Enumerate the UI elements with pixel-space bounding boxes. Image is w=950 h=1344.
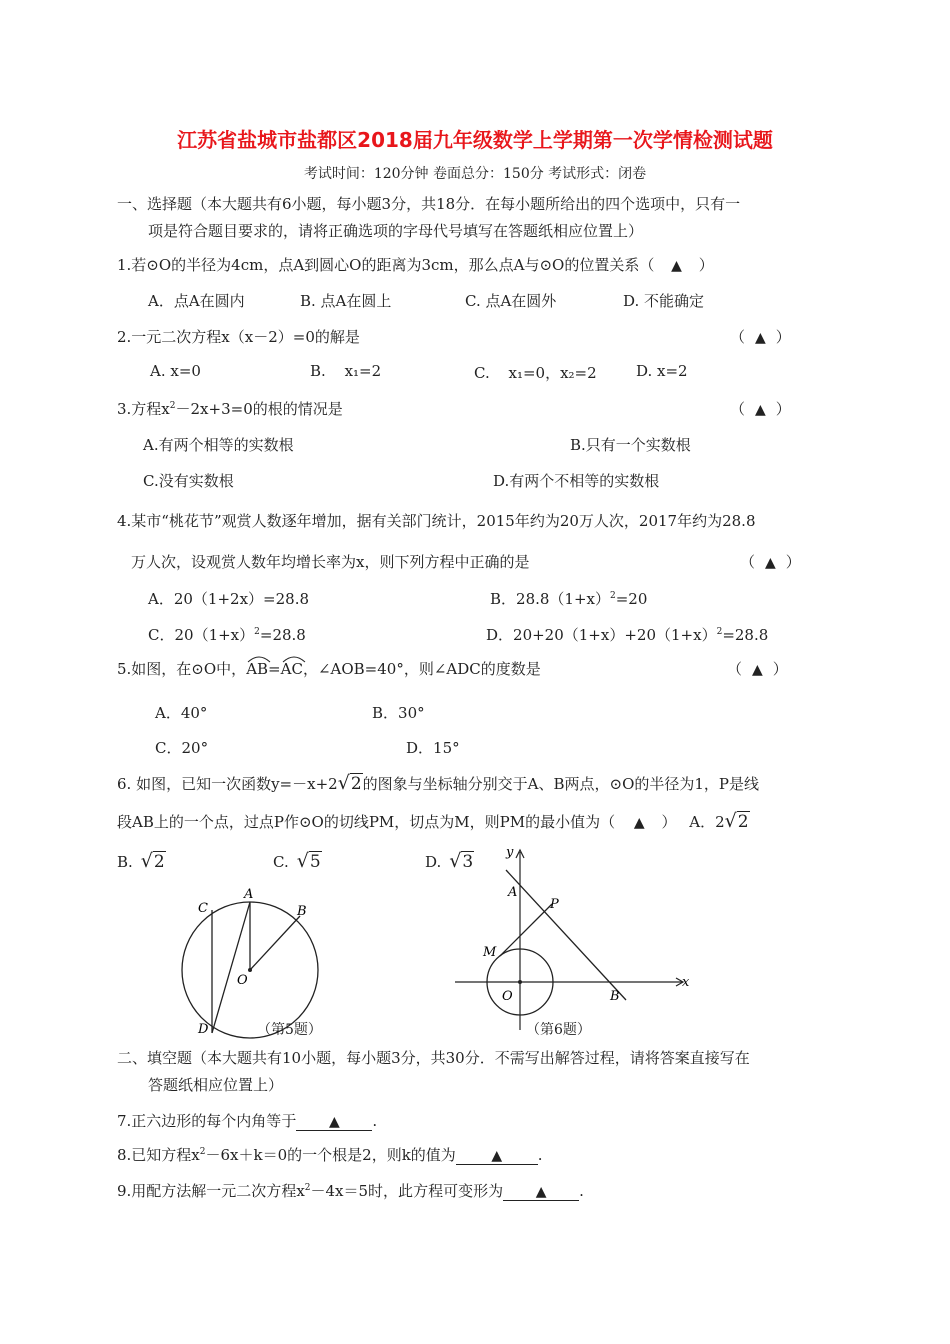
q9-stem-pre: 9.用配方法解一元二次方程x (117, 1182, 305, 1200)
q6-stem-line2 (117, 810, 750, 832)
q3-option-d: D.有两个不相等的实数根 (493, 472, 660, 490)
right-paren: ） (698, 256, 714, 274)
q4-option-b-post: =20 (615, 590, 648, 608)
q1-stem-text: 1.若⊙O的半径为4cm，点A到圆心O的距离为3cm，那么点A与⊙O的位置关系（ (117, 256, 655, 274)
q4-option-c-post: =28.8 (259, 626, 306, 644)
sqrt-symbol-icon: √ (724, 810, 737, 832)
q5-stem-pre: 5.如图，在⊙O中， (117, 660, 247, 678)
section2-heading-line1: 二、填空题（本大题共有10小题，每小题3分，共30分．不需写出解答过程，请将答案直接写在 (117, 1049, 750, 1067)
q4-answer-slot (740, 551, 801, 572)
q2-option-b-letter: B. (310, 362, 326, 380)
exponent: 2 (199, 1147, 206, 1157)
label-p: P (550, 897, 559, 912)
period: . (579, 1182, 584, 1200)
q2-option-a: A. x=0 (150, 362, 201, 380)
label-d: D (198, 1022, 209, 1037)
right-paren: ） (775, 400, 791, 418)
section2-heading-line2: 答题纸相应位置上） (148, 1076, 284, 1094)
q4-option-b-pre: B．28.8（1+x） (490, 590, 610, 608)
q2-option-c-value: x₁=0，x₂=2 (508, 364, 597, 382)
q5-answer-slot (727, 658, 788, 679)
equals-sign: = (268, 660, 281, 678)
q6-line1-post: 的图象与坐标轴分别交于A、B两点，⊙O的半径为1，P是线 (362, 775, 760, 793)
q6-option-d-letter: D. (425, 853, 442, 871)
section1-heading-line2: 项是符合题目要求的，请将正确选项的字母代号填写在答题纸相应位置上） (148, 222, 644, 240)
q3-stem-post: －2x+3=0的根的情况是 (175, 400, 343, 418)
q2-option-b-value: x₁=2 (344, 362, 382, 380)
q4-option-d-post: =28.8 (722, 626, 769, 644)
q6-line1-pre: 6. 如图，已知一次函数y=－x+2 (117, 775, 338, 793)
label-a: A (508, 885, 518, 900)
q2-option-c-letter: C. (474, 364, 490, 382)
q3-stem-pre: 3.方程x (117, 400, 170, 418)
answer-triangle: ▲ (755, 402, 766, 418)
left-paren: （ (740, 553, 756, 571)
answer-triangle: ▲ (765, 555, 776, 571)
segment-ad (212, 902, 250, 1033)
sqrt-2 (338, 772, 363, 794)
answer-triangle: ▲ (633, 815, 645, 831)
page-title: 江苏省盐城市盐都区2018届九年级数学上学期第一次学情检测试题 (177, 128, 773, 152)
radicand: 2 (153, 852, 165, 872)
sqrt-symbol-icon: √ (449, 850, 462, 872)
label-a: A (244, 887, 254, 902)
radicand: 5 (309, 852, 321, 872)
arc-symbol-icon (246, 655, 272, 663)
q3-option-b: B.只有一个实数根 (570, 436, 691, 454)
period: . (537, 1146, 543, 1164)
q2-option-d: D. x=2 (636, 362, 688, 380)
q4-stem-line2: 万人次，设观赏人数年均增长率为x，则下列方程中正确的是 (131, 553, 530, 571)
q3-answer-slot (730, 398, 791, 419)
center-dot (248, 968, 252, 972)
figure-6 (450, 840, 700, 1030)
q2-stem: 2.一元二次方程x（x－2）=0的解是 (117, 328, 360, 346)
arc-ac (281, 660, 303, 678)
q1-option-d: D. 不能确定 (623, 292, 705, 310)
q6-option-b (117, 850, 166, 872)
label-o: O (502, 989, 513, 1004)
q1-stem (117, 254, 714, 275)
answer-triangle: ▲ (755, 330, 766, 346)
q8-stem-post: －6x＋k＝0的一个根是2，则k的值为 (205, 1146, 456, 1164)
q2-option-b (310, 362, 381, 380)
arc-ac-label: AC (280, 660, 303, 678)
exponent: 2 (610, 591, 616, 601)
q4-option-c (148, 624, 306, 645)
q8 (117, 1144, 543, 1165)
answer-triangle: ▲ (328, 1114, 340, 1130)
q2-answer-slot (730, 326, 791, 347)
q3-stem (117, 398, 343, 419)
q6-line2-text: 段AB上的一个点，过点P作⊙O的切线PM，切点为M，则PM的最小值为（ (117, 813, 616, 831)
arc-ab (246, 660, 268, 678)
q1-option-c: C. 点A在圆外 (465, 292, 557, 310)
q6-stem-line1 (117, 772, 759, 794)
q5-stem (117, 658, 541, 679)
sqrt-symbol-icon: √ (296, 850, 309, 872)
q4-stem-line1: 4.某市“桃花节”观赏人数逐年增加，据有关部门统计，2015年约为20万人次，2017年约为28.8 (117, 512, 756, 530)
right-paren: ） (785, 553, 801, 571)
q8-stem-pre: 8.已知方程x (117, 1146, 200, 1164)
answer-triangle: ▲ (752, 662, 763, 678)
q4-option-c-pre: C．20（1+x） (148, 626, 255, 644)
line-ab (506, 870, 626, 1000)
sqrt-2 (141, 850, 166, 872)
sqrt-symbol-icon: √ (140, 850, 153, 872)
right-paren: ） (775, 328, 791, 346)
arc-ab-label: AB (246, 660, 269, 678)
label-b: B (610, 989, 620, 1004)
sqrt-5 (297, 850, 322, 872)
q4-option-d (486, 624, 768, 645)
figure-5 (170, 880, 370, 1040)
answer-triangle: ▲ (491, 1148, 503, 1164)
label-c: C (198, 901, 208, 916)
exponent: 2 (254, 627, 260, 637)
q7-stem: 7.正六边形的每个内角等于 (117, 1112, 297, 1130)
answer-triangle: ▲ (535, 1184, 547, 1200)
label-m: M (483, 945, 497, 960)
segment-mp (500, 904, 552, 956)
exponent: 2 (716, 627, 723, 637)
label-y: y (506, 845, 514, 860)
section1-heading-line1: 一、选择题（本大题共有6小题，每小题3分，共18分．在每小题所给出的四个选项中，只有一 (117, 195, 741, 213)
left-paren: （ (730, 328, 746, 346)
q9 (117, 1180, 584, 1201)
radicand: 3 (462, 852, 474, 872)
label-b: B (297, 904, 307, 919)
q5-option-c: C．20° (155, 739, 209, 757)
q4-option-a: A．20（1+2x）=28.8 (148, 590, 310, 608)
figure-6-caption: （第6题） (526, 1022, 591, 1038)
period: . (372, 1112, 378, 1130)
right-paren: ） (661, 813, 677, 831)
q1-option-b: B. 点A在圆上 (300, 292, 392, 310)
q3-option-a: A.有两个相等的实数根 (143, 436, 294, 454)
q1-option-a: A．点A在圆内 (148, 292, 245, 310)
segment-ob (250, 916, 300, 970)
label-o: O (237, 973, 248, 988)
left-paren: （ (727, 660, 743, 678)
sqrt-symbol-icon: √ (337, 772, 350, 794)
answer-blank (456, 1147, 538, 1165)
answer-blank (296, 1113, 372, 1131)
exam-info: 考试时间：120分钟 卷面总分：150分 考试形式：闭卷 (303, 166, 647, 182)
q4-option-b (490, 588, 647, 609)
q5-option-a: A．40° (155, 704, 208, 722)
exponent: 2 (304, 1183, 311, 1193)
q6-option-c (273, 850, 322, 872)
q6-option-c-letter: C. (273, 853, 289, 871)
origin-dot (518, 980, 522, 984)
q9-stem-post: －4x＝5时，此方程可变形为 (310, 1182, 504, 1200)
q5-option-d: D．15° (406, 739, 460, 757)
q5-stem-post: ，∠AOB=40°，则∠ADC的度数是 (302, 660, 541, 678)
q3-option-c: C.没有实数根 (143, 472, 234, 490)
q5-option-b: B．30° (372, 704, 425, 722)
radicand: 2 (350, 774, 362, 794)
left-paren: （ (730, 400, 746, 418)
q6-option-a: A．2 (689, 813, 725, 831)
sqrt-2 (725, 810, 750, 832)
q7 (117, 1110, 377, 1131)
arc-symbol-icon (281, 655, 307, 663)
radicand: 2 (737, 812, 749, 832)
q6-option-b-letter: B. (117, 853, 133, 871)
q4-option-d-pre: D．20+20（1+x）+20（1+x） (486, 626, 717, 644)
q2-option-c (474, 362, 597, 383)
figure-5-caption: （第5题） (257, 1022, 322, 1038)
answer-triangle: ▲ (671, 258, 682, 274)
right-paren: ） (772, 660, 788, 678)
exponent: 2 (169, 401, 176, 411)
label-x: x (682, 975, 690, 990)
answer-blank (503, 1183, 579, 1201)
